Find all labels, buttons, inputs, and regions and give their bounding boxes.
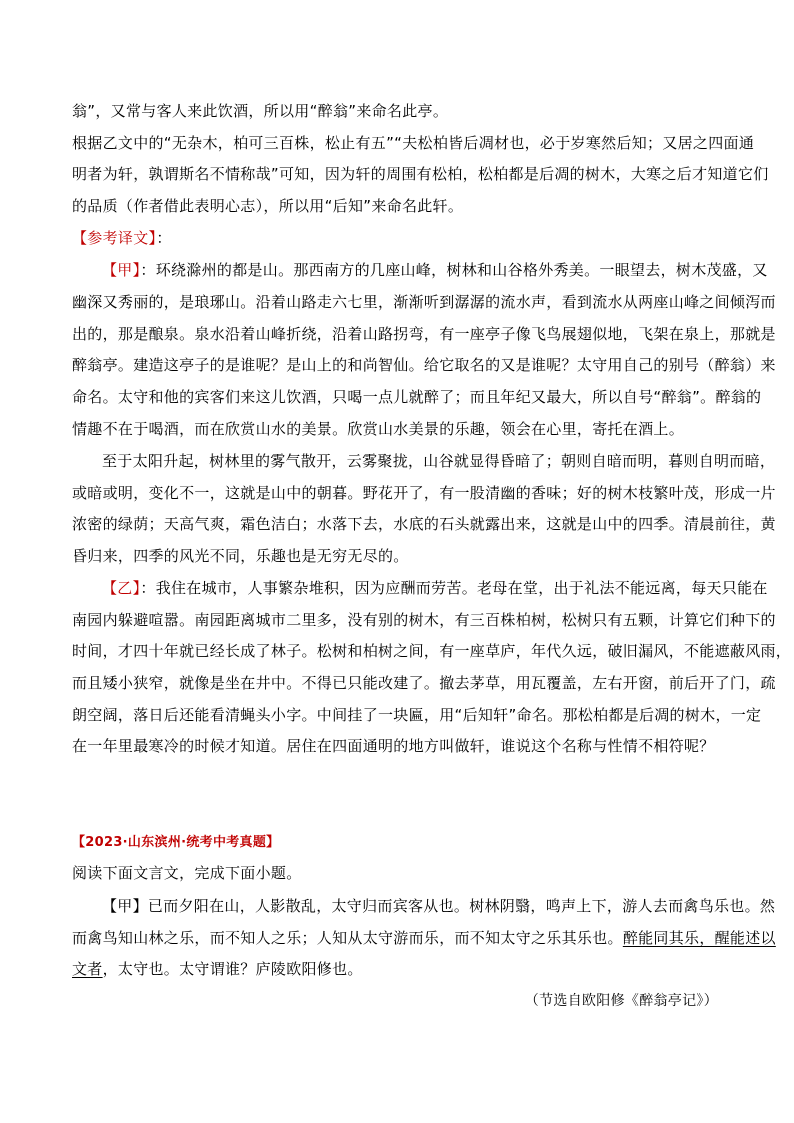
jia-translation-line-9: 浓密的绿荫；天高气爽，霜色洁白；水落下去，水底的石头就露出来，这就是山中的四季。清晨前往，黄 [72, 515, 776, 533]
yi-translation-line-1 [102, 577, 768, 599]
passage-citation: （节选自欧阳修《醉翁亭记》） [524, 993, 718, 1009]
exam-passage-line-1 [102, 895, 775, 917]
yi-text-1: ：我住在城市，人事繁杂堆积，因为应酬而劳苦。老母在堂，出于礼法不能远离，每天只能在 [140, 579, 768, 597]
yi-translation-line-3: 时间，才四十年就已经长成了林子。松树和柏树之间，有一座草庐，年代久远，破旧漏风，不能遮蔽风雨， [72, 642, 792, 660]
jia-translation-line-4: 醉翁亭。建造这亭子的是谁呢？是山上的和尚智仙。给它取名的又是谁呢？太守用自己的别号（醉翁）来 [72, 356, 776, 374]
exam-instruction: 阅读下面文言文，完成下面小题。 [72, 864, 302, 882]
jia-translation-line-3: 出的，那是酿泉。泉水沿着山峰折绕，沿着山路拐弯，有一座亭子像飞鸟展翅似地，飞架在泉上，那就是 [72, 325, 776, 343]
jia-translation-line-2: 幽深又秀丽的，是琅琊山。沿着山路走六七里，渐渐听到潺潺的流水声，看到流水从两座山峰之间倾泻而 [72, 293, 776, 311]
passage-underlined-2: 文者 [72, 960, 103, 978]
passage-text-3: ，太守也。太守谓谁？庐陵欧阳修也。 [102, 960, 363, 978]
exam-passage-line-2 [72, 927, 776, 949]
passage-text-2: 而禽鸟知山林之乐，而不知人之乐；人知从太守游而乐，而不知太守之乐其乐也。 [72, 929, 623, 947]
jia-translation-line-7: 至于太阳升起，树林里的雾气散开，云雾聚拢，山谷就显得昏暗了；朝则自暗而明，暮则自明而暗， [102, 452, 776, 470]
translation-heading [72, 227, 172, 249]
translation-heading-label: 【参考译文】 [72, 229, 157, 247]
passage-text-1: 已而夕阳在山，人影散乱，太守归而宾客从也。树林阴翳，鸣声上下，游人去而禽鸟乐也。然 [147, 897, 776, 915]
yi-translation-line-4: 而且矮小狭窄，就像是坐在井中。不得已只能改建了。撤去茅草，用瓦覆盖，左右开窗，前后开了门，疏 [72, 674, 776, 692]
yi-translation-line-6: 在一年里最寒冷的时候才知道。居住在四面通明的地方叫做轩，谁说这个名称与性情不相符呢？ [72, 737, 715, 755]
jia-translation-line-1 [102, 259, 768, 281]
passage-tag: 【甲】 [102, 897, 148, 915]
jia-translation-line-6: 情趣不在于喝酒，而在欣赏山水的美景。欣赏山水美景的乐趣，领会在心里，寄托在酒上。 [72, 420, 685, 438]
passage-underlined-1: 醉能同其乐，醒能述以 [622, 929, 776, 947]
translation-heading-colon: ： [156, 229, 172, 247]
exam-source-tag: 【2023·山东滨州·统考中考真题】 [72, 835, 280, 850]
jia-translation-line-10: 昏归来，四季的风光不同，乐趣也是无穷无尽的。 [72, 547, 409, 565]
analysis-line-4: 的品质（作者借此表明心志），所以用“后知”来命名此轩。 [72, 197, 464, 215]
jia-translation-line-5: 命名。太守和他的宾客们来这儿饮酒，只喝一点儿就醉了；而且年纪又最大，所以自号“醉翁”。醉翁的 [72, 388, 762, 406]
analysis-line-2: 根据乙文中的“无杂木，柏可三百株，松止有五”“夫松柏皆后凋材也，必于岁寒然后知；又居之四面通 [72, 134, 755, 152]
exam-passage-line-3 [72, 958, 363, 980]
jia-tag: 【甲】 [102, 261, 141, 279]
yi-translation-line-2: 南园内躲避喧嚣。南园距离城市二里多，没有别的树木，有三百株柏树，松树只有五颗，计算它们种下的 [72, 611, 776, 629]
yi-tag: 【乙】 [102, 579, 141, 597]
yi-translation-line-5: 朗空阔，落日后还能看清蝇头小字。中间挂了一块匾，用“后知轩”命名。那松柏都是后凋的树木，一定 [72, 706, 762, 724]
jia-translation-line-8: 或暗或明，变化不一，这就是山中的朝暮。野花开了，有一股清幽的香味；好的树木枝繁叶茂，形成一片 [72, 484, 776, 502]
jia-text-1: ：环绕滁州的都是山。那西南方的几座山峰，树林和山谷格外秀美。一眼望去，树木茂盛，又 [140, 261, 768, 279]
analysis-line-1: 翁”，又常与客人来此饮酒，所以用“醉翁”来命名此亭。 [72, 102, 449, 120]
analysis-line-3: 明者为轩，孰谓斯名不情称哉”可知，因为轩的周围有松柏，松柏都是后凋的树木，大寒之后才知道它们 [72, 165, 769, 183]
